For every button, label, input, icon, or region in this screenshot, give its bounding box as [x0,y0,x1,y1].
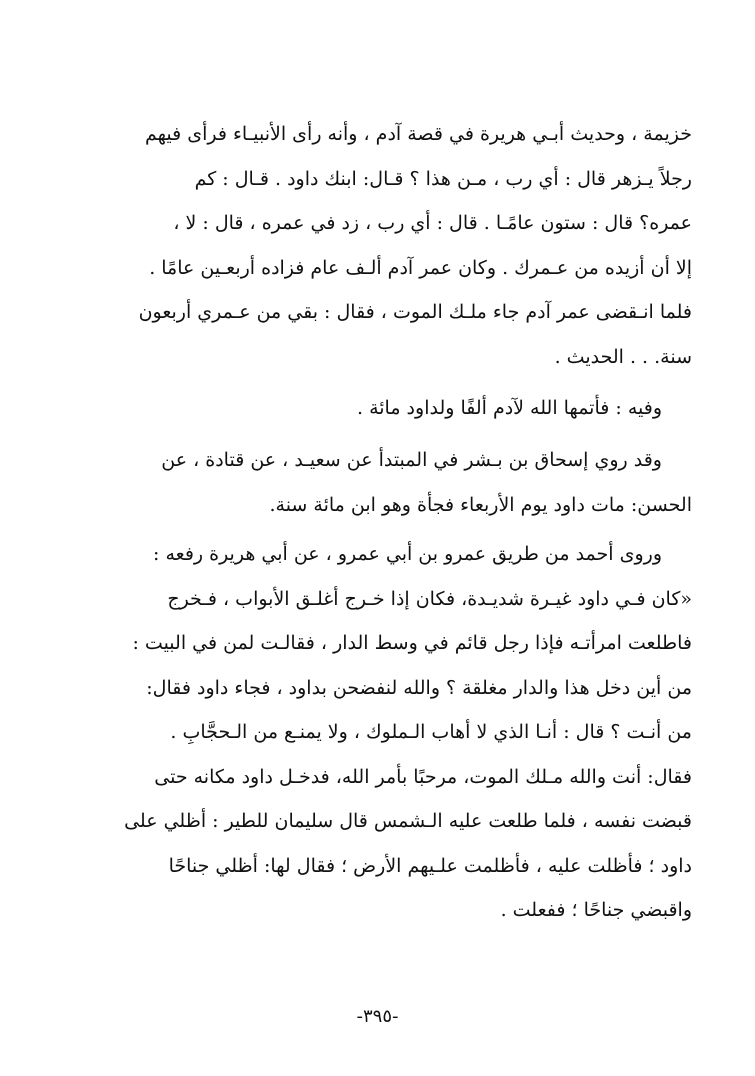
text-line: فاطلعت امرأتـه فإذا رجل قائم في وسط الدار ، فقالـت لمن في البيت : [132,632,692,654]
paragraph-4 [80,532,692,933]
text-line: الحسن: مات داود يوم الأربعاء فجأة وهو ابن مائة سنة. [269,493,692,516]
paragraph-3 [80,438,692,527]
text-line: من أنـت ؟ قال : أنـا الذي لا أهاب الـملوك ، ولا يمنـع من الـحجَّابِ . [170,721,692,743]
text-line: سنة. . . الحديث . [554,345,692,368]
text-line: فلما انـقضى عمر آدم جاء ملـك الموت ، فقال : بقي من عـمري أربعون [138,301,692,323]
text-line: خزيمة ، وحديث أبـي هريرة في قصة آدم ، وأنه رأى الأنبيـاء فرأى فيهم [144,123,692,145]
text-line: فقال: أنت والله مـلك الموت، مرحبًا بأمر الله، فدخـل داود مكانه حتى [154,765,692,788]
text-line: داود ؛ فأظلت عليه ، فأظلمت علـيهم الأرض ؛ فقال لها: أظلي جناحًا [168,854,692,877]
text-line: وروى أحمد من طريق عمرو بن أبي عمرو ، عن أبي هريرة رفعه : [153,543,662,565]
text-line: إلا أن أزيده من عـمرك . وكان عمر آدم ألـف عام فزاده أربعـين عامًا . [149,256,692,279]
text-line: عمره؟ قال : ستون عامًـا . قال : أي رب ، زد في عمره ، قال : لا ، [173,212,692,234]
text-line: قبضت نفسه ، فلما طلعت عليه الـشمس قال سليمان للطير : أظلي على [124,810,692,832]
page-number: -٣٩٥- [356,1006,399,1027]
text-line: واقبضي جناحًا ؛ ففعلت . [500,899,692,921]
text-line: وقد روي إسحاق بن بـشر في المبتدأ عن سعيـد ، عن قتادة ، عن [161,449,662,471]
paragraph-2 [80,386,692,431]
text-line: رجلاً يـزهر قال : أي رب ، مـن هذا ؟ قـال: ابنك داود . قـال : كم [194,167,692,190]
paragraph-1 [80,112,692,379]
text-line: «كان فـي داود غيـرة شديـدة، فكان إذا خـرج أغلـق الأبواب ، فـخرج [167,587,692,610]
text-line: وفيه : فأتمها الله لآدم ألفًا ولداود مائة . [357,397,662,419]
text-line: من أين دخل هذا والدار مغلقة ؟ والله لنفضحن بداود ، فجاء داود فقال: [146,676,692,699]
